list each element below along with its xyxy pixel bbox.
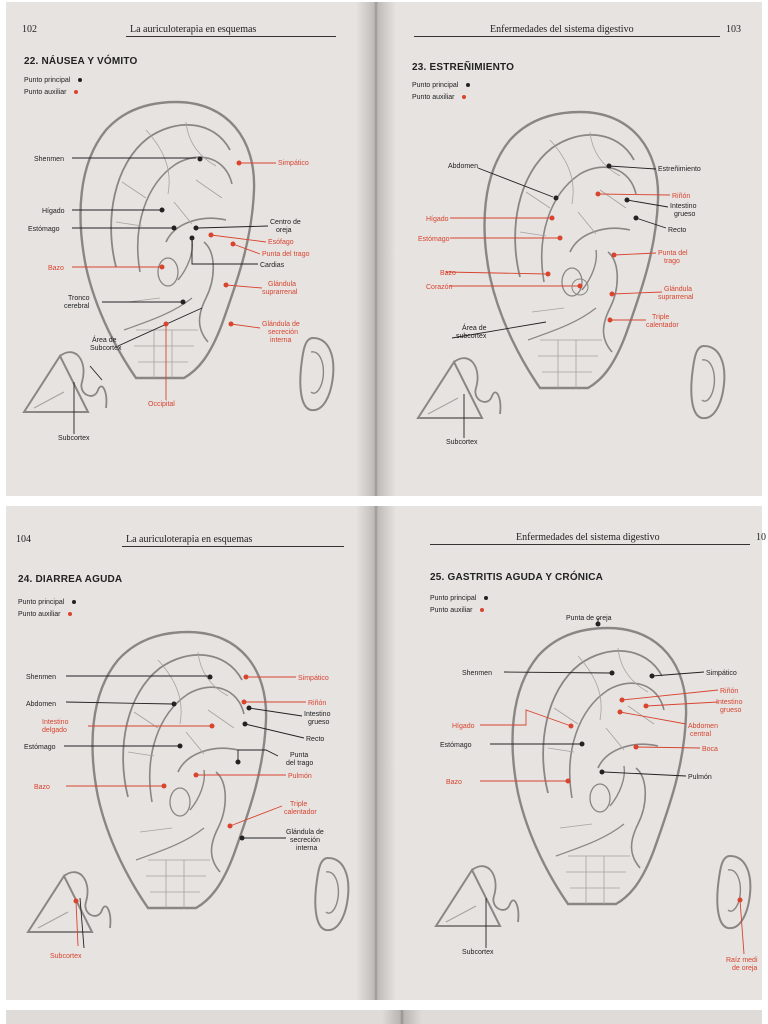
label-intestino-delgado-1: Intestino bbox=[42, 719, 69, 726]
label-abdomen: Abdomen bbox=[448, 163, 478, 170]
label-tronco-1: Tronco bbox=[68, 295, 90, 302]
label-area-subcortex-1: Área de bbox=[92, 337, 117, 344]
label-intestino-grueso-1: Intestino bbox=[304, 711, 331, 718]
label-bazo: Bazo bbox=[48, 265, 64, 272]
label-cardias: Cardias bbox=[260, 262, 285, 269]
label-shenmen: Shenmen bbox=[462, 670, 492, 677]
label-intestino-grueso-1: Intestino bbox=[670, 203, 697, 210]
label-glandula-secrecion-2: secreción bbox=[290, 837, 320, 844]
label-higado: Hígado bbox=[452, 723, 475, 730]
label-higado: Hígado bbox=[426, 216, 449, 223]
legend-principal-label: Punto principal bbox=[430, 594, 477, 602]
legend-auxiliar-label: Punto auxiliar bbox=[24, 88, 67, 96]
book-spread-3-partial bbox=[6, 1010, 762, 1024]
book-spread-1 bbox=[6, 2, 762, 496]
label-glandula-suprarrenal-2: suprarrenal bbox=[262, 289, 298, 296]
label-estomago: Estómago bbox=[440, 742, 472, 749]
label-intestino-grueso-2: grueso bbox=[720, 707, 742, 714]
label-bazo: Bazo bbox=[440, 270, 456, 277]
page-number: 104 bbox=[16, 534, 31, 545]
label-centro-oreja-2: oreja bbox=[276, 227, 292, 234]
label-abdomen-central-1: Abdomen bbox=[688, 723, 718, 730]
page-number: 10 bbox=[756, 532, 766, 543]
label-punta-trago: Punta del trago bbox=[262, 251, 310, 258]
label-triple-calentador-1: Triple bbox=[290, 801, 308, 808]
label-abdomen: Abdomen bbox=[26, 701, 56, 708]
label-recto: Recto bbox=[668, 227, 687, 234]
label-estomago: Estómago bbox=[24, 744, 56, 751]
section-title: 23. ESTREÑIMIENTO bbox=[412, 62, 515, 73]
label-raiz-oreja-2: de oreja bbox=[732, 965, 758, 972]
label-area-subcortex-2: Subcortex bbox=[90, 345, 122, 352]
label-triple-calentador-2: calentador bbox=[284, 809, 317, 816]
running-head: Enfermedades del sistema digestivo bbox=[516, 532, 660, 543]
label-subcortex: Subcortex bbox=[462, 949, 494, 956]
label-punta-oreja: Punta de oreja bbox=[566, 615, 612, 622]
label-punta-trago-2: del trago bbox=[286, 760, 314, 767]
label-recto: Recto bbox=[306, 736, 325, 743]
label-subcortex: Subcortex bbox=[50, 953, 82, 960]
label-tronco-2: cerebral bbox=[64, 303, 90, 310]
label-area-subcortex-1: Área de bbox=[462, 325, 487, 332]
label-higado: Hígado bbox=[42, 208, 65, 215]
legend-auxiliar-label: Punto auxiliar bbox=[18, 610, 61, 618]
label-pulmon: Pulmón bbox=[288, 773, 312, 780]
legend-principal-label: Punto principal bbox=[18, 598, 65, 606]
label-corazon: Corazón bbox=[426, 284, 453, 291]
book-spread-2 bbox=[6, 506, 766, 1000]
label-simpatico: Simpático bbox=[298, 675, 329, 682]
page-number: 102 bbox=[22, 24, 37, 35]
section-title: 25. GASTRITIS AGUDA Y CRÓNICA bbox=[430, 572, 604, 583]
label-glandula-secrecion-3: interna bbox=[270, 337, 292, 344]
label-glandula-secrecion-1: Glándula de bbox=[286, 829, 324, 836]
legend-auxiliar-label: Punto auxiliar bbox=[430, 606, 473, 614]
label-shenmen: Shenmen bbox=[26, 674, 56, 681]
section-title: 22. NÁUSEA Y VÓMITO bbox=[24, 56, 138, 67]
ear-diagrams-spread-1 bbox=[6, 2, 762, 496]
label-raiz-oreja-1: Raíz medi bbox=[726, 957, 758, 964]
label-glandula-suprarrenal-2: suprarrenal bbox=[658, 294, 694, 301]
label-triple-calentador-2: calentador bbox=[646, 322, 679, 329]
label-estomago: Estómago bbox=[28, 226, 60, 233]
label-subcortex: Subcortex bbox=[446, 439, 478, 446]
label-glandula-secrecion-3: interna bbox=[296, 845, 318, 852]
legend-principal-label: Punto principal bbox=[24, 76, 71, 84]
label-rinon: Riñón bbox=[672, 193, 691, 200]
section-title: 24. DIARREA AGUDA bbox=[18, 574, 123, 585]
label-estrenimiento: Estreñimiento bbox=[658, 166, 701, 173]
label-simpatico: Simpático bbox=[278, 160, 309, 167]
label-intestino-grueso-1: Intestino bbox=[716, 699, 743, 706]
running-head: Enfermedades del sistema digestivo bbox=[490, 24, 634, 35]
legend-auxiliar-label: Punto auxiliar bbox=[412, 93, 455, 101]
legend-principal-label: Punto principal bbox=[412, 81, 459, 89]
label-area-subcortex-2: subcortex bbox=[456, 333, 487, 340]
label-subcortex: Subcortex bbox=[58, 435, 90, 442]
label-punta-trago-1: Punta del bbox=[658, 250, 688, 257]
label-simpatico: Simpático bbox=[706, 670, 737, 677]
label-esofago: Esófago bbox=[268, 239, 294, 246]
running-head: La auriculoterapia en esquemas bbox=[126, 534, 253, 545]
label-rinon: Riñón bbox=[308, 700, 327, 707]
label-bazo: Bazo bbox=[34, 784, 50, 791]
label-abdomen-central-2: central bbox=[690, 731, 712, 738]
label-centro-oreja-1: Centro de bbox=[270, 219, 301, 226]
label-shenmen: Shenmen bbox=[34, 156, 64, 163]
ear-diagrams-spread-2 bbox=[6, 506, 762, 1000]
label-glandula-suprarrenal-1: Glándula bbox=[664, 286, 693, 293]
label-boca: Boca bbox=[702, 746, 718, 753]
label-rinon: Riñón bbox=[720, 688, 739, 695]
label-intestino-grueso-2: grueso bbox=[674, 211, 696, 218]
label-intestino-grueso-2: grueso bbox=[308, 719, 330, 726]
running-head: La auriculoterapia en esquemas bbox=[130, 24, 257, 35]
label-intestino-delgado-2: delgado bbox=[42, 727, 67, 734]
label-punta-trago-1: Punta bbox=[290, 752, 309, 759]
book-gutter bbox=[382, 1010, 422, 1024]
label-estomago: Estómago bbox=[418, 236, 450, 243]
label-bazo: Bazo bbox=[446, 779, 462, 786]
label-occipital: Occipital bbox=[148, 401, 175, 408]
label-triple-calentador-1: Triple bbox=[652, 314, 670, 321]
label-glandula-suprarrenal-1: Glándula bbox=[268, 281, 297, 288]
label-glandula-secrecion-2: secreción bbox=[268, 329, 298, 336]
page-number: 103 bbox=[726, 24, 741, 35]
label-pulmon: Pulmón bbox=[688, 774, 712, 781]
label-punta-trago-2: trago bbox=[664, 258, 680, 265]
label-glandula-secrecion-1: Glándula de bbox=[262, 321, 300, 328]
